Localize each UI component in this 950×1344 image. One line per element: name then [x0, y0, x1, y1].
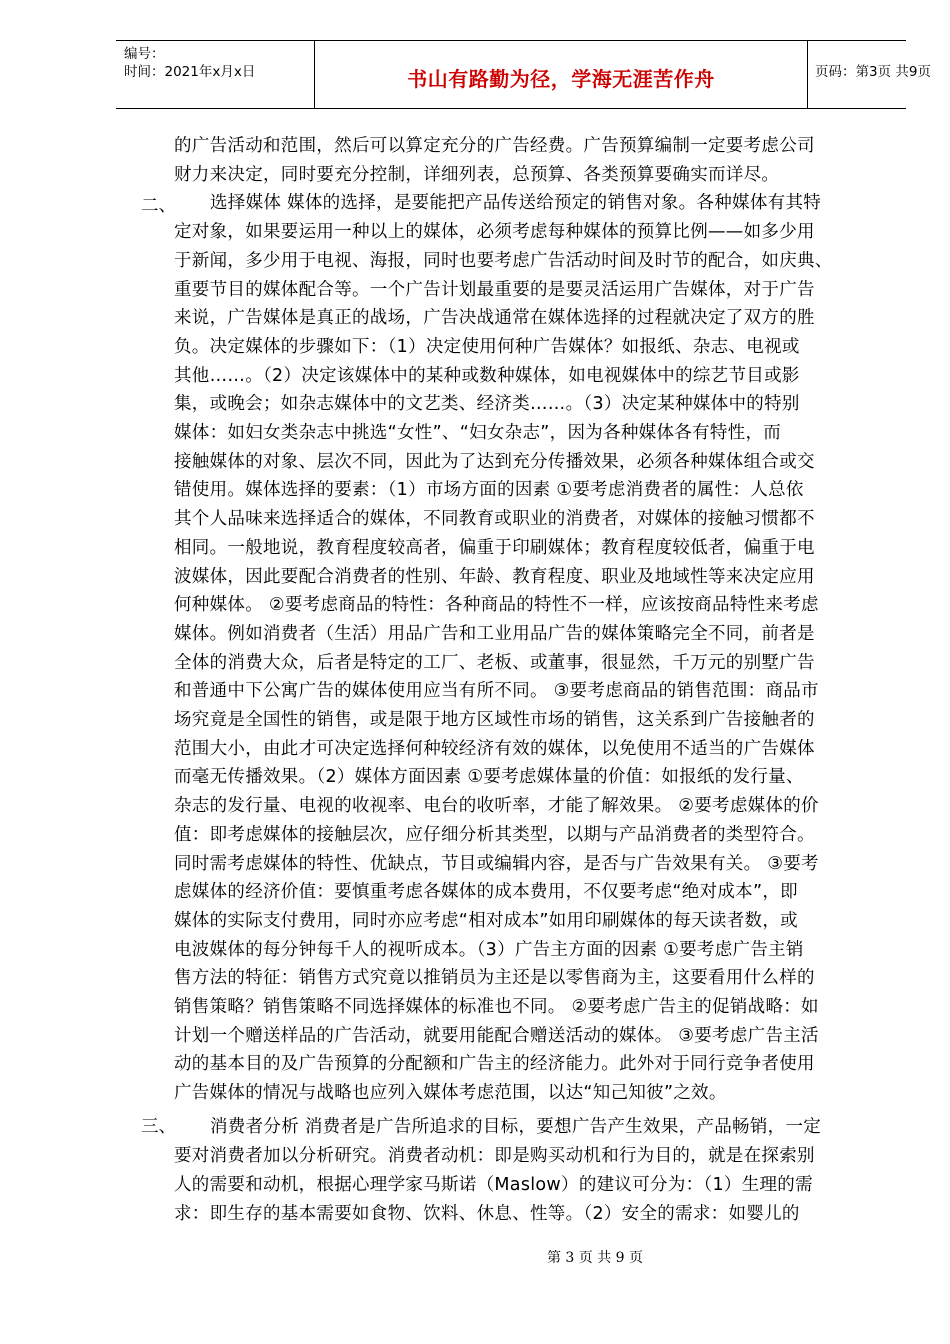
text-line: 电波媒体的每分钟每千人的视听成本。（3）广告主方面的因素 ①要考虑广告主销: [174, 939, 804, 960]
text-line: 人的需要和动机，根据心理学家马斯诺（Maslow）的建议可分为：（1）生理的需: [174, 1175, 813, 1195]
text-line: 要对消费者加以分析研究。消费者动机：即是购买动机和行为目的，就是在探索别: [174, 1146, 815, 1166]
text-line: 售方法的特征：销售方式究竟以推销员为主还是以零售商为主，这要看用什么样的: [174, 968, 815, 989]
text-line: 媒体。例如消费者（生活）用品广告和工业用品广告的媒体策略完全不同，前者是: [174, 623, 815, 644]
section-number: 二、: [141, 196, 176, 216]
text-line: 负。决定媒体的步骤如下：（1）决定使用何种广告媒体？如报纸、杂志、电视或: [174, 336, 800, 357]
text-line: 范围大小，由此才可决定选择何种较经济有效的媒体，以免使用不适当的广告媒体: [174, 738, 815, 759]
text-line: 重要节目的媒体配合等。一个广告计划最重要的是要灵活运用广告媒体，对于广告: [174, 279, 815, 300]
text-line: 何种媒体。 ②要考虑商品的特性：各种商品的特性不一样，应该按商品特性来考虑: [174, 595, 819, 616]
page-footer: 第 3 页 共 9 页: [546, 1250, 644, 1266]
text-line: 错使用。媒体选择的要素：（1）市场方面的因素 ①要考虑消费者的属性：人总依: [174, 480, 804, 501]
header-motto-cell: [314, 41, 808, 108]
text-line: 波媒体，因此要配合消费者的性别、年龄、教育程度、职业及地域性等来决定应用: [174, 566, 815, 587]
text-line: 全体的消费大众，后者是特定的工厂、老板、或董事，很显然，千万元的别墅广告: [174, 652, 815, 673]
text-line: 其他……。（2）决定该媒体中的某种或数种媒体，如电视媒体中的综艺节目或影: [174, 365, 800, 386]
text-line: 虑媒体的经济价值：要慎重考虑各媒体的成本费用，不仅要考虑“绝对成本”，即: [174, 882, 798, 903]
text-line: 其个人品味来选择适合的媒体，不同教育或职业的消费者，对媒体的接触习惯都不: [174, 509, 815, 530]
section-number: 三、: [141, 1117, 176, 1137]
text-line: 和普通中下公寓广告的媒体使用应当有所不同。 ③要考虑商品的销售范围：商品市: [174, 681, 819, 702]
text-line: 相同。一般地说，教育程度较高者，偏重于印刷媒体；教育程度较低者，偏重于电: [174, 537, 815, 558]
time-label: 时间：2021年x月x日: [124, 64, 256, 80]
text-line: 计划一个赠送样品的广告活动，就要用能配合赠送活动的媒体。 ③要考虑广告主活: [174, 1025, 819, 1046]
header-page-cell: [807, 41, 931, 108]
text-line: 求：即生存的基本需要如食物、饮料、休息、性等。（2）安全的需求：如婴儿的: [174, 1204, 800, 1224]
text-line: 接触媒体的对象、层次不同，因此为了达到充分传播效果，必须各种媒体组合或交: [174, 451, 815, 472]
text-line: 广告媒体的情况与战略也应列入媒体考虑范围，以达“知己知彼”之效。: [174, 1083, 727, 1104]
text-line: 销售策略？销售策略不同选择媒体的标准也不同。 ②要考虑广告主的促销战略：如: [174, 997, 819, 1017]
text-line: 值：即考虑媒体的接触层次，应仔细分析其类型，以期与产品消费者的类型符合。: [174, 824, 815, 845]
text-line: 媒体：如妇女类杂志中挑选“女性”、“妇女杂志”，因为各种媒体各有特性，而: [174, 423, 782, 443]
text-line: 而毫无传播效果。（2）媒体方面因素 ①要考虑媒体量的价值：如报纸的发行量、: [174, 767, 804, 788]
text-line: 的广告活动和范围，然后可以算定充分的广告经费。广告预算编制一定要考虑公司: [174, 136, 815, 156]
text-line: 消费者分析 消费者是广告所追求的目标，要想广告产生效果，产品畅销，一定: [210, 1117, 822, 1137]
text-line: 选择媒体 媒体的选择，是要能把产品传送给预定的销售对象。各种媒体有其特: [210, 193, 822, 214]
text-line: 动的基本目的及广告预算的分配额和广告主的经济能力。此外对于同行竞争者使用: [174, 1054, 815, 1075]
number-label: 编号：: [124, 46, 165, 62]
page-label: 页码：第3页 共9页: [815, 64, 931, 80]
text-line: 媒体的实际支付费用，同时亦应考虑“相对成本”如用印刷媒体的每天读者数，或: [174, 910, 798, 931]
text-line: 杂志的发行量、电视的收视率、电台的收听率，才能了解效果。 ②要考虑媒体的价: [174, 796, 819, 817]
header-meta: [116, 41, 314, 108]
text-line: 于新闻，多少用于电视、海报，同时也要考虑广告活动时间及时节的配合，如庆典、: [174, 250, 833, 271]
text-line: 集，或晚会；如杂志媒体中的文艺类、经济类……。（3）决定某种媒体中的特别: [174, 394, 800, 415]
text-line: 场究竟是全国性的销售，或是限于地方区域性市场的销售，这关系到广告接触者的: [174, 710, 815, 730]
text-line: 同时需考虑媒体的特性、优缺点，节目或编辑内容，是否与广告效果有关。 ③要考: [174, 853, 819, 874]
text-line: 定对象，如果要运用一种以上的媒体，必须考虑每种媒体的预算比例——如多少用: [174, 222, 815, 243]
text-line: 来说，广告媒体是真正的战场，广告决战通常在媒体选择的过程就决定了双方的胜: [174, 308, 815, 329]
motto: 书山有路勤为径，学海无涯苦作舟: [407, 67, 715, 91]
page-header: [116, 40, 931, 109]
text-line: 财力来决定，同时要充分控制，详细列表，总预算、各类预算要确实而详尽。: [174, 164, 780, 185]
